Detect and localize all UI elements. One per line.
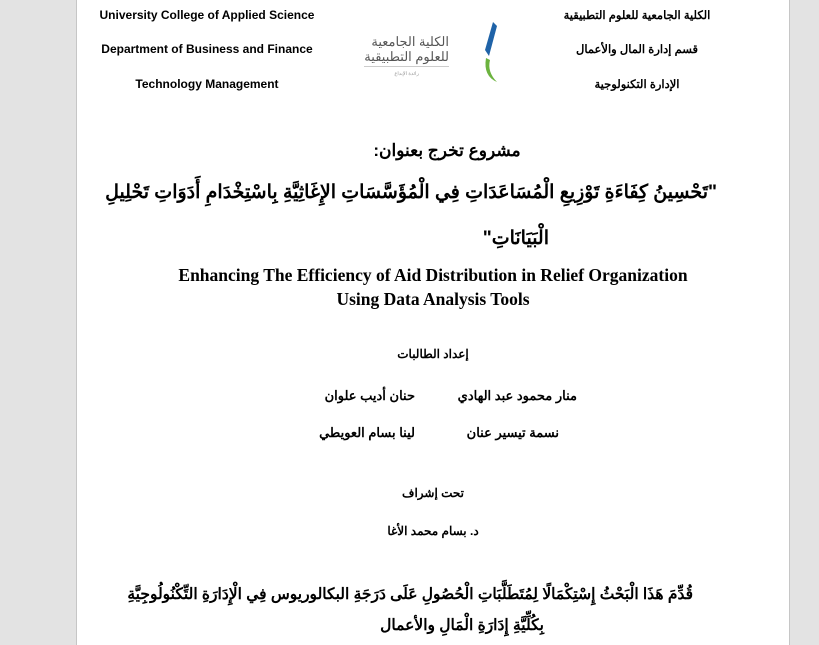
header-en-university: University College of Applied Science (99, 8, 315, 22)
prepared-by-label: إعداد الطالبات (397, 347, 469, 361)
logo-line1: الكلية الجامعية (371, 34, 449, 49)
submission-line2: بِكُلِّيَّةِ إِدَارَةِ الْمَالِ والأعمال (380, 617, 544, 634)
student-name: نسمة تيسير عنان (466, 425, 559, 440)
supervision-label: تحت إشراف (402, 486, 464, 500)
header-ar-university: الكلية الجامعية للعلوم التطبيقية (563, 10, 711, 22)
header-en-program: Technology Management (135, 77, 279, 91)
title-ar-line1: "تَحْسِينُ كِفَاءَةِ تَوْزِيعِ الْمُسَاعَدَاتِ فِي الْمُؤَسَّسَاتِ الإِغَاثِيَّةِ بِاسْتِخْدَامِ أَدَوَاتِ تَحْلِيلِ (105, 182, 717, 203)
header-ar-department: قسم إدارة المال والأعمال (576, 44, 698, 56)
project-label: مشروع تخرج بعنوان: (373, 141, 521, 160)
student-name: منار محمود عبد الهادي (457, 388, 577, 403)
supervisor-name: د. بسام محمد الأغا (387, 524, 479, 538)
logo-text (364, 34, 449, 82)
document-page (76, 0, 790, 645)
submission-line1: قُدِّمَ هَذَا الْبَحْثُ إِسْتِكْمَالًا لِمُتَطَلَّبَاتِ الْحُصُولِ عَلَى دَرَجَةِ البكالوريوس فِي الْإِدَارَةِ التِّكْنُولُوجِيَّةِ (127, 586, 693, 603)
title-en-line2: Using Data Analysis Tools (336, 289, 530, 309)
title-en-line1: Enhancing The Efficiency of Aid Distribution in Relief Organization (178, 265, 688, 285)
logo-line2: للعلوم التطبيقية (364, 49, 449, 64)
student-name: حنان أديب علوان (324, 388, 415, 403)
header-ar-program: الإدارة التكنولوجية (594, 79, 680, 91)
college-logo (339, 18, 509, 83)
title-ar-line2: الْبَيَانَاتِ" (482, 228, 549, 249)
logo-emblem-icon (479, 20, 501, 84)
logo-tagline: رائدة الإبداع (364, 66, 449, 82)
header-en-department: Department of Business and Finance (101, 42, 313, 56)
student-name: لينا بسام العويطي (319, 425, 415, 440)
